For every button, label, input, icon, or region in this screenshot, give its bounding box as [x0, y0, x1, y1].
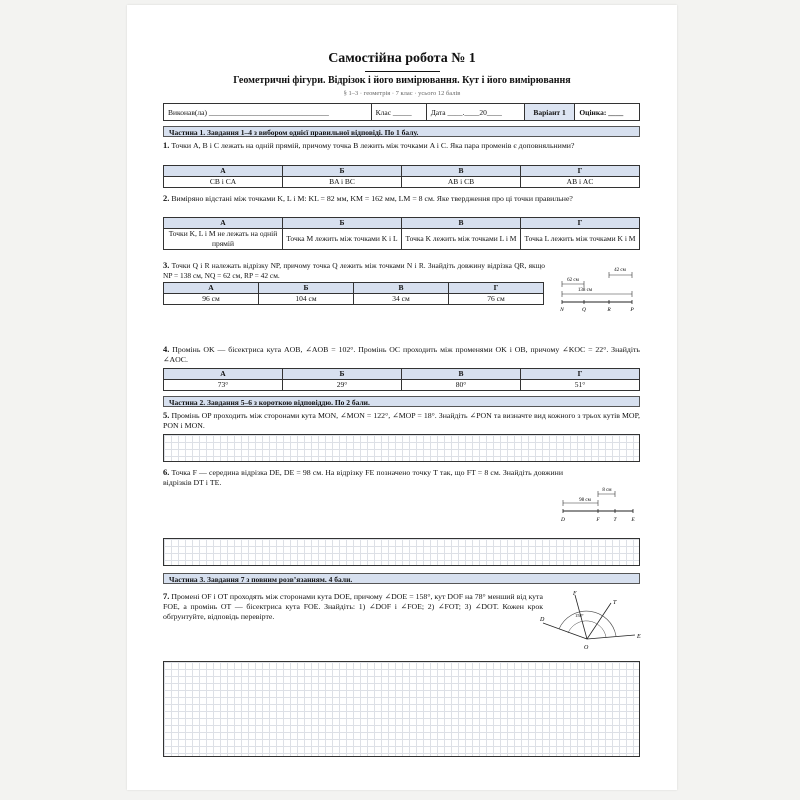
question-4-text: Промінь OK — бісектриса кута AOB, ∠AOB = 102°. Промінь OC проходить між променями OK і OB, причому ∠KOC = 22°. Знайдіть ∠AOC. [163, 345, 640, 364]
question-6-text: Точка F — середина відрізка DE, DE = 98 см. На відрізку FE позначено точку T так, що FT = 8 см. Знайдіть довжини відрізків DT і TE. [163, 468, 563, 487]
point-label: D [561, 517, 565, 523]
answer-option[interactable]: Точки K, L і M не лежать на одній прямій [164, 229, 283, 250]
question-2-number: 2. [163, 193, 170, 203]
answer-option[interactable]: 80° [402, 380, 521, 391]
question-6 [163, 467, 563, 488]
dimension-label: 8 см [602, 488, 612, 493]
question-5-answer-grid[interactable] [163, 434, 640, 462]
dimension-label: 42 см [614, 268, 626, 273]
class-field[interactable]: Клас _____ [371, 104, 426, 121]
point-label: D [540, 617, 545, 623]
point-label: P [630, 307, 634, 313]
answer-option[interactable]: BA і BC [283, 177, 402, 188]
dimension-label: 98 см [579, 498, 591, 503]
worksheet-page [127, 5, 677, 790]
student-info-table [163, 103, 640, 121]
question-6-answer-grid[interactable] [163, 538, 640, 566]
date-field[interactable]: Дата ____.____20____ [426, 104, 524, 121]
option-letter: В [402, 166, 521, 177]
dimension-ft [598, 488, 615, 497]
answer-option[interactable]: Точка K лежить між точками L і M [402, 229, 521, 250]
answer-option[interactable]: AB і CB [402, 177, 521, 188]
dimension-df [563, 498, 598, 506]
answer-option[interactable]: CB і CA [164, 177, 283, 188]
question-2 [163, 193, 640, 204]
answer-option[interactable]: Точка M лежить між точками K і L [283, 229, 402, 250]
question-1-number: 1. [163, 140, 170, 150]
segment-np-figure [557, 263, 647, 315]
question-5 [163, 410, 640, 431]
question-4-number: 4. [163, 344, 170, 354]
question-5-number: 5. [163, 410, 170, 420]
question-7-answer-grid[interactable] [163, 661, 640, 757]
question-4-answers [163, 368, 640, 391]
point-label: T [613, 600, 617, 606]
option-letter: Б [283, 218, 402, 229]
question-7-number: 7. [163, 591, 170, 601]
question-1-answers [163, 165, 640, 188]
question-3-number: 3. [163, 260, 170, 270]
ray-od [543, 623, 587, 639]
answer-option[interactable]: 76 см [449, 294, 544, 305]
option-letter: Г [449, 283, 544, 294]
point-label: E [637, 634, 641, 640]
option-letter: Г [521, 218, 640, 229]
page-meta: § 1–3 · геометрія · 7 клас · усього 12 балів [343, 90, 461, 97]
dimension-label: 62 см [567, 278, 579, 283]
dimension-label: 138 см [577, 288, 593, 293]
point-label: F [573, 591, 577, 597]
answer-option[interactable]: 73° [164, 380, 283, 391]
page-subtitle: Геометричні фігури. Відрізок і його вимірювання. Кут і його вимірювання [233, 75, 571, 86]
option-letter: А [164, 218, 283, 229]
option-letter: Б [259, 283, 354, 294]
option-letter: Г [521, 369, 640, 380]
question-2-text: Виміряно відстані між точками K, L і M: KL = 82 мм, KM = 162 мм, LM = 8 см. Яке твердження про ці точки правильне? [171, 194, 573, 203]
point-label: F [596, 517, 600, 523]
ray-ot [587, 603, 611, 639]
point-label: O [584, 645, 589, 651]
answer-option[interactable]: 29° [283, 380, 402, 391]
option-letter: А [164, 283, 259, 294]
option-letter: А [164, 369, 283, 380]
angle-label: 158° [575, 613, 584, 618]
page-title: Самостійна робота № 1 [328, 51, 476, 66]
option-letter: В [402, 218, 521, 229]
answer-option[interactable]: AB і AC [521, 177, 640, 188]
answer-option[interactable]: 51° [521, 380, 640, 391]
question-3 [163, 261, 545, 280]
answer-option[interactable]: 104 см [259, 294, 354, 305]
section-3-header: Частина 3. Завдання 7 з повним розв’язанням. 4 бали. [163, 573, 640, 584]
option-letter: Б [283, 166, 402, 177]
option-letter: В [354, 283, 449, 294]
question-4 [163, 344, 640, 365]
answer-option[interactable]: 34 см [354, 294, 449, 305]
ray-oe [587, 635, 635, 639]
answer-option[interactable]: Точка L лежить між точками K і M [521, 229, 640, 250]
point-label: T [613, 517, 617, 523]
option-letter: В [402, 369, 521, 380]
point-label: N [560, 307, 564, 313]
question-7-text: Промені OF і OT проходять між сторонами кута DOE, причому ∠DOE = 158°, кут DOF на 78° менший від кута FOE, а промінь OT — бісектриса кута FOE. Знайдіть: 1) ∠DOF і ∠FOE; 2) ∠FOT; 3) ∠DOT. Кожен крок обґрунтуйте, відповідь перевірте. [163, 592, 543, 621]
question-3-text: Точки Q і R належать відрізку NP, причому точка Q лежить між точками N і R. Знайдіть довжину відрізка QR, якщо NP = 138 см, NQ = 62 см, RP = 42 см. [163, 261, 545, 280]
dimension-nq [562, 278, 584, 287]
answer-option[interactable]: 96 см [164, 294, 259, 305]
question-6-number: 6. [163, 467, 170, 477]
angle-doe-figure [537, 587, 647, 657]
option-letter: Б [283, 369, 402, 380]
section-1-header: Частина 1. Завдання 1–4 з вибором однієї правильної відповіді. По 1 балу. [163, 126, 640, 137]
dimension-np [562, 288, 632, 297]
question-5-text: Промінь OP проходить між сторонами кута MON, ∠MON = 122°, ∠MOP = 18°. Знайдіть ∠PON та визначте вид кожного з трьох кутів MOP, PON і MON. [163, 411, 640, 430]
title-underline [365, 71, 440, 72]
performer-field[interactable]: Виконав(ла) ________________________________ [164, 104, 372, 121]
grade-field[interactable]: Оцінка: ____ [575, 104, 640, 121]
question-3-answers [163, 282, 544, 305]
option-letter: А [164, 166, 283, 177]
point-label: Q [582, 307, 586, 313]
point-label: E [631, 517, 635, 523]
question-1-text: Точки A, B і C лежать на одній прямій, причому точка B лежить між точками A і C. Яка пара променів є доповняльними? [171, 141, 575, 150]
question-7 [163, 591, 543, 622]
segment-de-figure [555, 485, 645, 525]
section-2-header: Частина 2. Завдання 5–6 з короткою відповіддю. По 2 бали. [163, 396, 640, 407]
question-1 [163, 140, 640, 151]
question-2-answers [163, 217, 640, 250]
option-letter: Г [521, 166, 640, 177]
point-label: R [607, 307, 611, 313]
dimension-rp [609, 268, 632, 278]
variant-label: Варіант 1 [524, 104, 575, 121]
